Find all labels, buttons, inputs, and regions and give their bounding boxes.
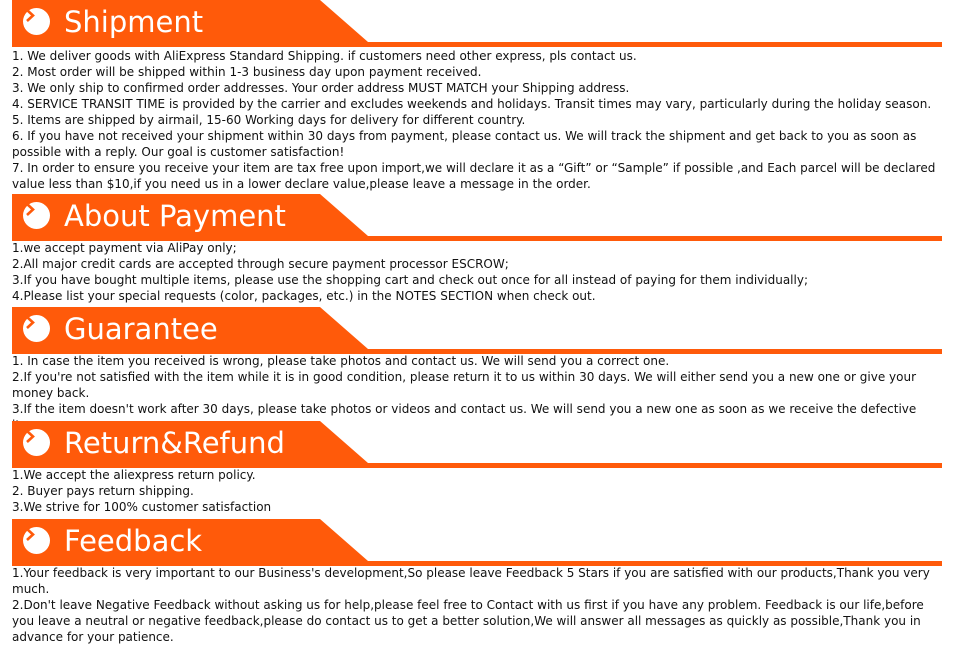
list-item: 6. If you have not received your shipment within 30 days from payment, please contact us. We will track the shipment and get back to you as soon as possible with a reply. Our goal is customer satisfaction!	[12, 129, 917, 159]
list-item: 2.If you're not satisfied with the item while it is in good condition, please return it to us within 30 days. We will either send you a new one or give your money back.	[12, 370, 917, 400]
section-title: Return&Refund	[64, 426, 285, 460]
section-list	[12, 48, 942, 192]
list-item: 5. Items are shipped by airmail, 15-60 Working days for delivery for different country.	[12, 113, 526, 127]
list-item: 1.We accept the aliexpress return policy.	[12, 468, 256, 482]
section-banner	[12, 421, 942, 465]
list-item: 4.Please list your special requests (color, packages, etc.) in the NOTES SECTION when check out.	[12, 289, 596, 303]
section-list	[12, 240, 942, 304]
section-banner	[12, 194, 942, 238]
list-item: 2.All major credit cards are accepted through secure payment processor ESCROW;	[12, 257, 509, 271]
section-banner	[12, 519, 942, 563]
section-guarantee	[12, 307, 942, 433]
list-item: 1.we accept payment via AliPay only;	[12, 241, 237, 255]
section-list	[12, 565, 942, 645]
section-banner	[12, 307, 942, 351]
section-list	[12, 467, 942, 515]
list-item: 2. Most order will be shipped within 1-3 business day upon payment received.	[12, 65, 482, 79]
list-item: 3.If the item doesn't work after 30 days, please take photos or videos and contact us. We will send you a new one as soon as we receive the defective	[12, 402, 917, 416]
section-title: About Payment	[64, 199, 286, 233]
list-item: 3.We strive for 100% customer satisfaction	[12, 500, 272, 514]
list-item: 4. SERVICE TRANSIT TIME is provided by the carrier and excludes weekends and holidays. Transit times may vary, particularly during the holiday season.	[12, 97, 932, 111]
section-return-refund	[12, 421, 942, 515]
list-item: 1. We deliver goods with AliExpress Standard Shipping. if customers need other express, pls contact us.	[12, 49, 637, 63]
chevron-circle-icon	[23, 8, 50, 35]
section-title: Guarantee	[64, 312, 218, 346]
list-item: 1. In case the item you received is wrong, please take photos and contact us. We will send you a correct one.	[12, 354, 670, 368]
chevron-circle-icon	[23, 315, 50, 342]
list-item: 1.Your feedback is very important to our Business's development,So please leave Feedback 5 Stars if you are satisfied with our products,Thank you very much.	[12, 566, 930, 596]
list-item: 2.Don't leave Negative Feedback without asking us for help,please feel free to Contact with us first if you have any problem. Feedback is our life,before you leave a neutral or negative feedback,please do contact us to get a better solution,We will answer all messages as quickly as possible,Thank you in advance for your patience.	[12, 598, 924, 644]
list-item: 3. We only ship to confirmed order addresses. Your order address MUST MATCH your Shipping address.	[12, 81, 630, 95]
section-feedback	[12, 519, 942, 645]
chevron-circle-icon	[23, 429, 50, 456]
list-item: 2. Buyer pays return shipping.	[12, 484, 194, 498]
section-about-payment	[12, 194, 942, 304]
section-banner	[12, 0, 942, 44]
section-shipment	[12, 0, 942, 192]
section-title: Shipment	[64, 5, 204, 39]
list-item: 7. In order to ensure you receive your item are tax free upon import,we will declare it as a “Gift” or “Sample” if possible ,and Each parcel will be declared value less than $10,if you need us in a lower declare value,please leave a message in the order.	[12, 161, 936, 191]
section-title: Feedback	[64, 524, 203, 558]
chevron-circle-icon	[23, 202, 50, 229]
list-item: 3.If you have bought multiple items, please use the shopping cart and check out once for all instead of paying for them individually;	[12, 273, 808, 287]
chevron-circle-icon	[23, 527, 50, 554]
